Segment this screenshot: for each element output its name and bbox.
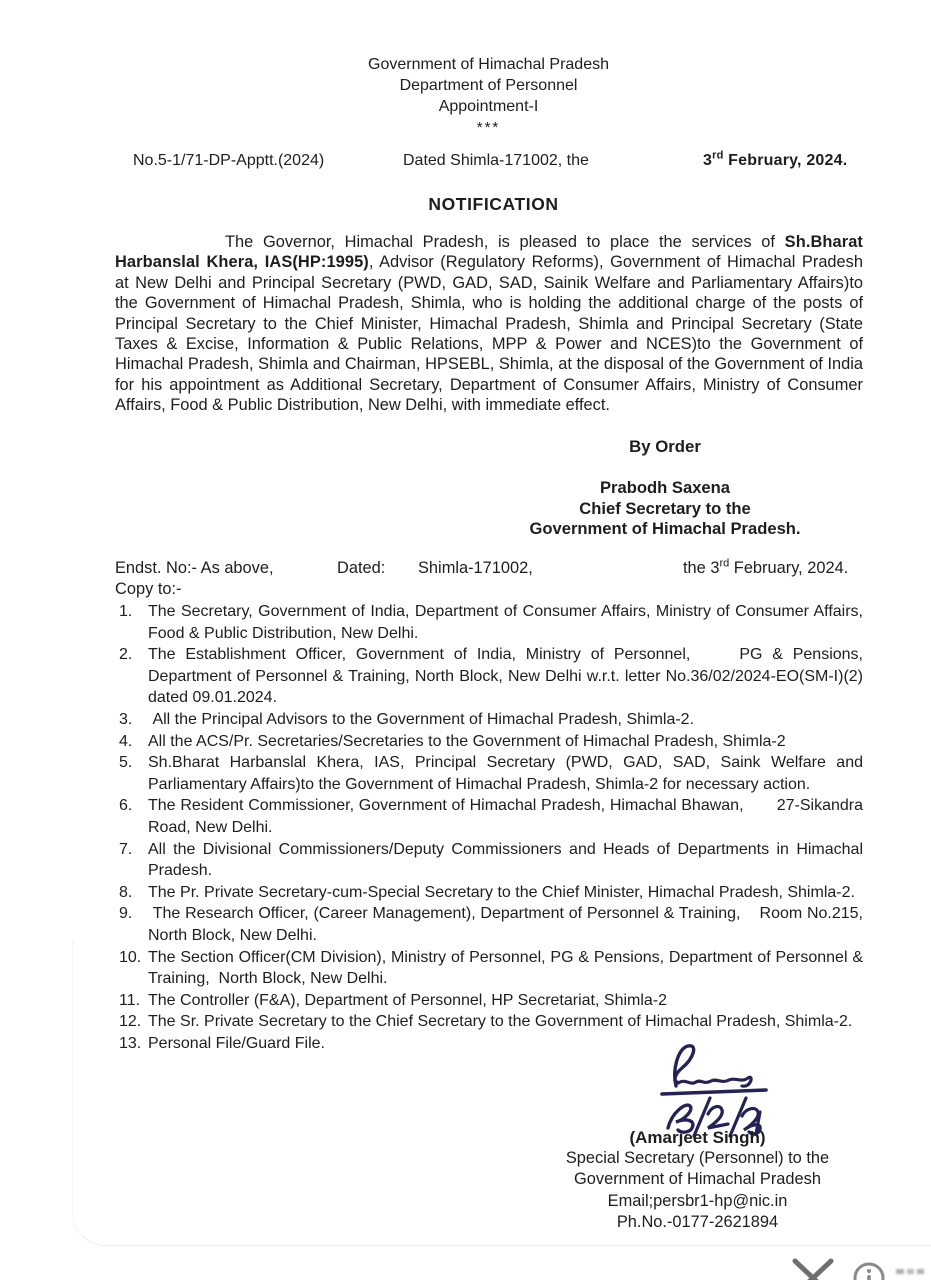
signatory-title-line1: Chief Secretary to the [579, 498, 751, 518]
endorsement-dated-label: Dated: [337, 559, 386, 577]
list-item-text: Sh.Bharat Harbanslal Khera, IAS, Principal Secretary (PWD, GAD, SAD, Saink Welfare and Parliamentary Affairs)to the Government of Himachal Pradesh, Shimla-2 for necessary action. [148, 754, 863, 793]
endorsement-number: Endst. No:- As above, [115, 559, 274, 577]
letterhead-line-section: Appointment-I [438, 98, 539, 115]
letter-date-day: 3 [703, 152, 713, 169]
list-item-number: 9. [119, 905, 133, 923]
letter-date [703, 149, 848, 170]
letterhead-line-department: Department of Personnel [399, 77, 578, 94]
signoff-email: Email;persbr1-hp@nic.in [607, 1191, 788, 1210]
list-item [115, 882, 863, 904]
letterhead [0, 54, 931, 138]
signatory-block [430, 478, 900, 540]
list-item [115, 839, 863, 882]
list-item-text: The Resident Commissioner, Government of Himachal Pradesh, Himachal Bhawan, 27-Sikandra Road, New Delhi. [148, 797, 863, 836]
list-item-number: 13. [119, 1034, 142, 1052]
endorsement-date [683, 559, 848, 578]
endorsement-date-rest: February, 2024. [729, 559, 849, 577]
copy-to-label: Copy to:- [115, 580, 182, 598]
letterhead-divider-stars: *** [476, 119, 501, 136]
list-item-text: All the ACS/Pr. Secretaries/Secretaries to the Government of Himachal Pradesh, Shimla-2 [148, 732, 786, 750]
signatory-title-line2: Government of Himachal Pradesh. [529, 519, 801, 539]
list-item-text: The Pr. Private Secretary-cum-Special Secretary to the Chief Minister, Himachal Pradesh, Shimla-2. [148, 883, 855, 901]
notification-body-paragraph [115, 232, 863, 416]
list-item-text: The Controller (F&A), Department of Personnel, HP Secretariat, Shimla-2 [148, 991, 668, 1009]
cropped-ui-marks [896, 1267, 926, 1277]
list-item-number: 10. [119, 948, 142, 966]
list-item [115, 795, 863, 838]
info-icon[interactable] [851, 1260, 887, 1280]
list-item [115, 601, 863, 644]
list-item [115, 1011, 863, 1033]
list-item-number: 5. [119, 754, 133, 772]
by-order-label: By Order [629, 437, 701, 456]
paragraph-text-before: The Governor, Himachal Pradesh, is pleased to place the services of [225, 233, 785, 251]
list-item-number: 4. [119, 732, 133, 750]
list-item [115, 644, 863, 709]
paragraph-text-after: , Advisor (Regulatory Reforms), Government of Himachal Pradesh at New Delhi and Principal Secretary (PWD, GAD, SAD, Sainik Welfare and Parliamentary Affairs)to the Government of Himachal Pradesh, Shimla, who is holding the additional charge of the posts of Principal Secretary to the Chief Minister, Himachal Pradesh, Shimla and Principal Secretary (State Taxes & Excise, Information & Public Relations, MPP & Power and NCES)to the Government of Himachal Pradesh, Shimla and Chairman, HPSEBL, Shimla, at the disposal of the Government of India for his appointment as Additional Secretary, Department of Consumer Affairs, Ministry of Consumer Affairs, Food & Public Distribution, New Delhi, with immediate effect. [115, 253, 863, 415]
signoff-designation-line2: Government of Himachal Pradesh [574, 1170, 821, 1189]
signoff-phone: Ph.No.-0177-2621894 [616, 1212, 779, 1231]
list-item-number: 8. [119, 883, 133, 901]
list-item-number: 1. [119, 603, 133, 620]
endorsement-place: Shimla-171002, [418, 559, 533, 577]
letterhead-line-government: Government of Himachal Pradesh [368, 56, 609, 73]
list-item-number: 2. [119, 646, 133, 664]
list-item-number: 6. [119, 797, 133, 815]
endorsement-date-prefix: the 3 [683, 559, 720, 577]
list-item-text: All the Principal Advisors to the Government of Himachal Pradesh, Shimla-2. [148, 710, 695, 728]
signatory-name: Prabodh Saxena [599, 478, 731, 497]
close-icon[interactable] [788, 1255, 838, 1280]
list-item-number: 7. [119, 840, 133, 858]
reference-number: No.5-1/71-DP-Apptt.(2024) [133, 152, 325, 169]
signoff-designation-line1: Special Secretary (Personnel) to the [565, 1149, 830, 1168]
list-item-number: 3. [119, 710, 133, 728]
list-item [115, 990, 863, 1012]
list-item-text: The Sr. Private Secretary to the Chief Secretary to the Government of Himachal Pradesh, Shimla-2. [148, 1013, 853, 1031]
copy-distribution-list [115, 601, 863, 1054]
signoff-block [515, 1127, 880, 1233]
list-item-text: The Establishment Officer, Government of India, Ministry of Personnel, PG & Pensions, Department of Personnel & Training, North Block, New Delhi w.r.t. letter No.36/02/2024-EO(SM-I)(2) dated 09.01.2024. [148, 646, 863, 707]
list-item-text: The Research Officer, (Career Management), Department of Personnel & Training, Room No.215, North Block, New Delhi. [148, 905, 863, 944]
notification-title: NOTIFICATION [428, 194, 559, 214]
list-item [115, 731, 863, 753]
list-item-text: The Section Officer(CM Division), Ministry of Personnel, PG & Pensions, Department of Personnel & Training, North Block, New Delhi. [148, 948, 863, 988]
list-item-number: 11. [119, 991, 141, 1009]
letter-date-ordinal: rd [712, 149, 724, 162]
list-item [115, 947, 863, 990]
dated-place-label: Dated Shimla-171002, the [403, 152, 589, 169]
list-item [115, 709, 863, 731]
officer-name-bold: Sh.Bharat Harbanslal Khera, IAS(HP:1995) [115, 233, 863, 272]
list-item [115, 903, 863, 946]
signoff-name: (Amarjeet Singh) [629, 1128, 766, 1147]
list-item-text: The Secretary, Government of India, Department of Consumer Affairs, Ministry of Consumer Affairs, Food & Public Distribution, New Delhi. [148, 603, 863, 642]
list-item-number: 12. [119, 1013, 142, 1031]
endorsement-date-ordinal: rd [719, 557, 730, 570]
letter-date-rest: February, 2024. [723, 152, 848, 169]
list-item-text: Personal File/Guard File. [148, 1034, 325, 1052]
list-item-text: All the Divisional Commissioners/Deputy Commissioners and Heads of Departments in Himachal Pradesh. [148, 840, 863, 880]
list-item [115, 752, 863, 795]
